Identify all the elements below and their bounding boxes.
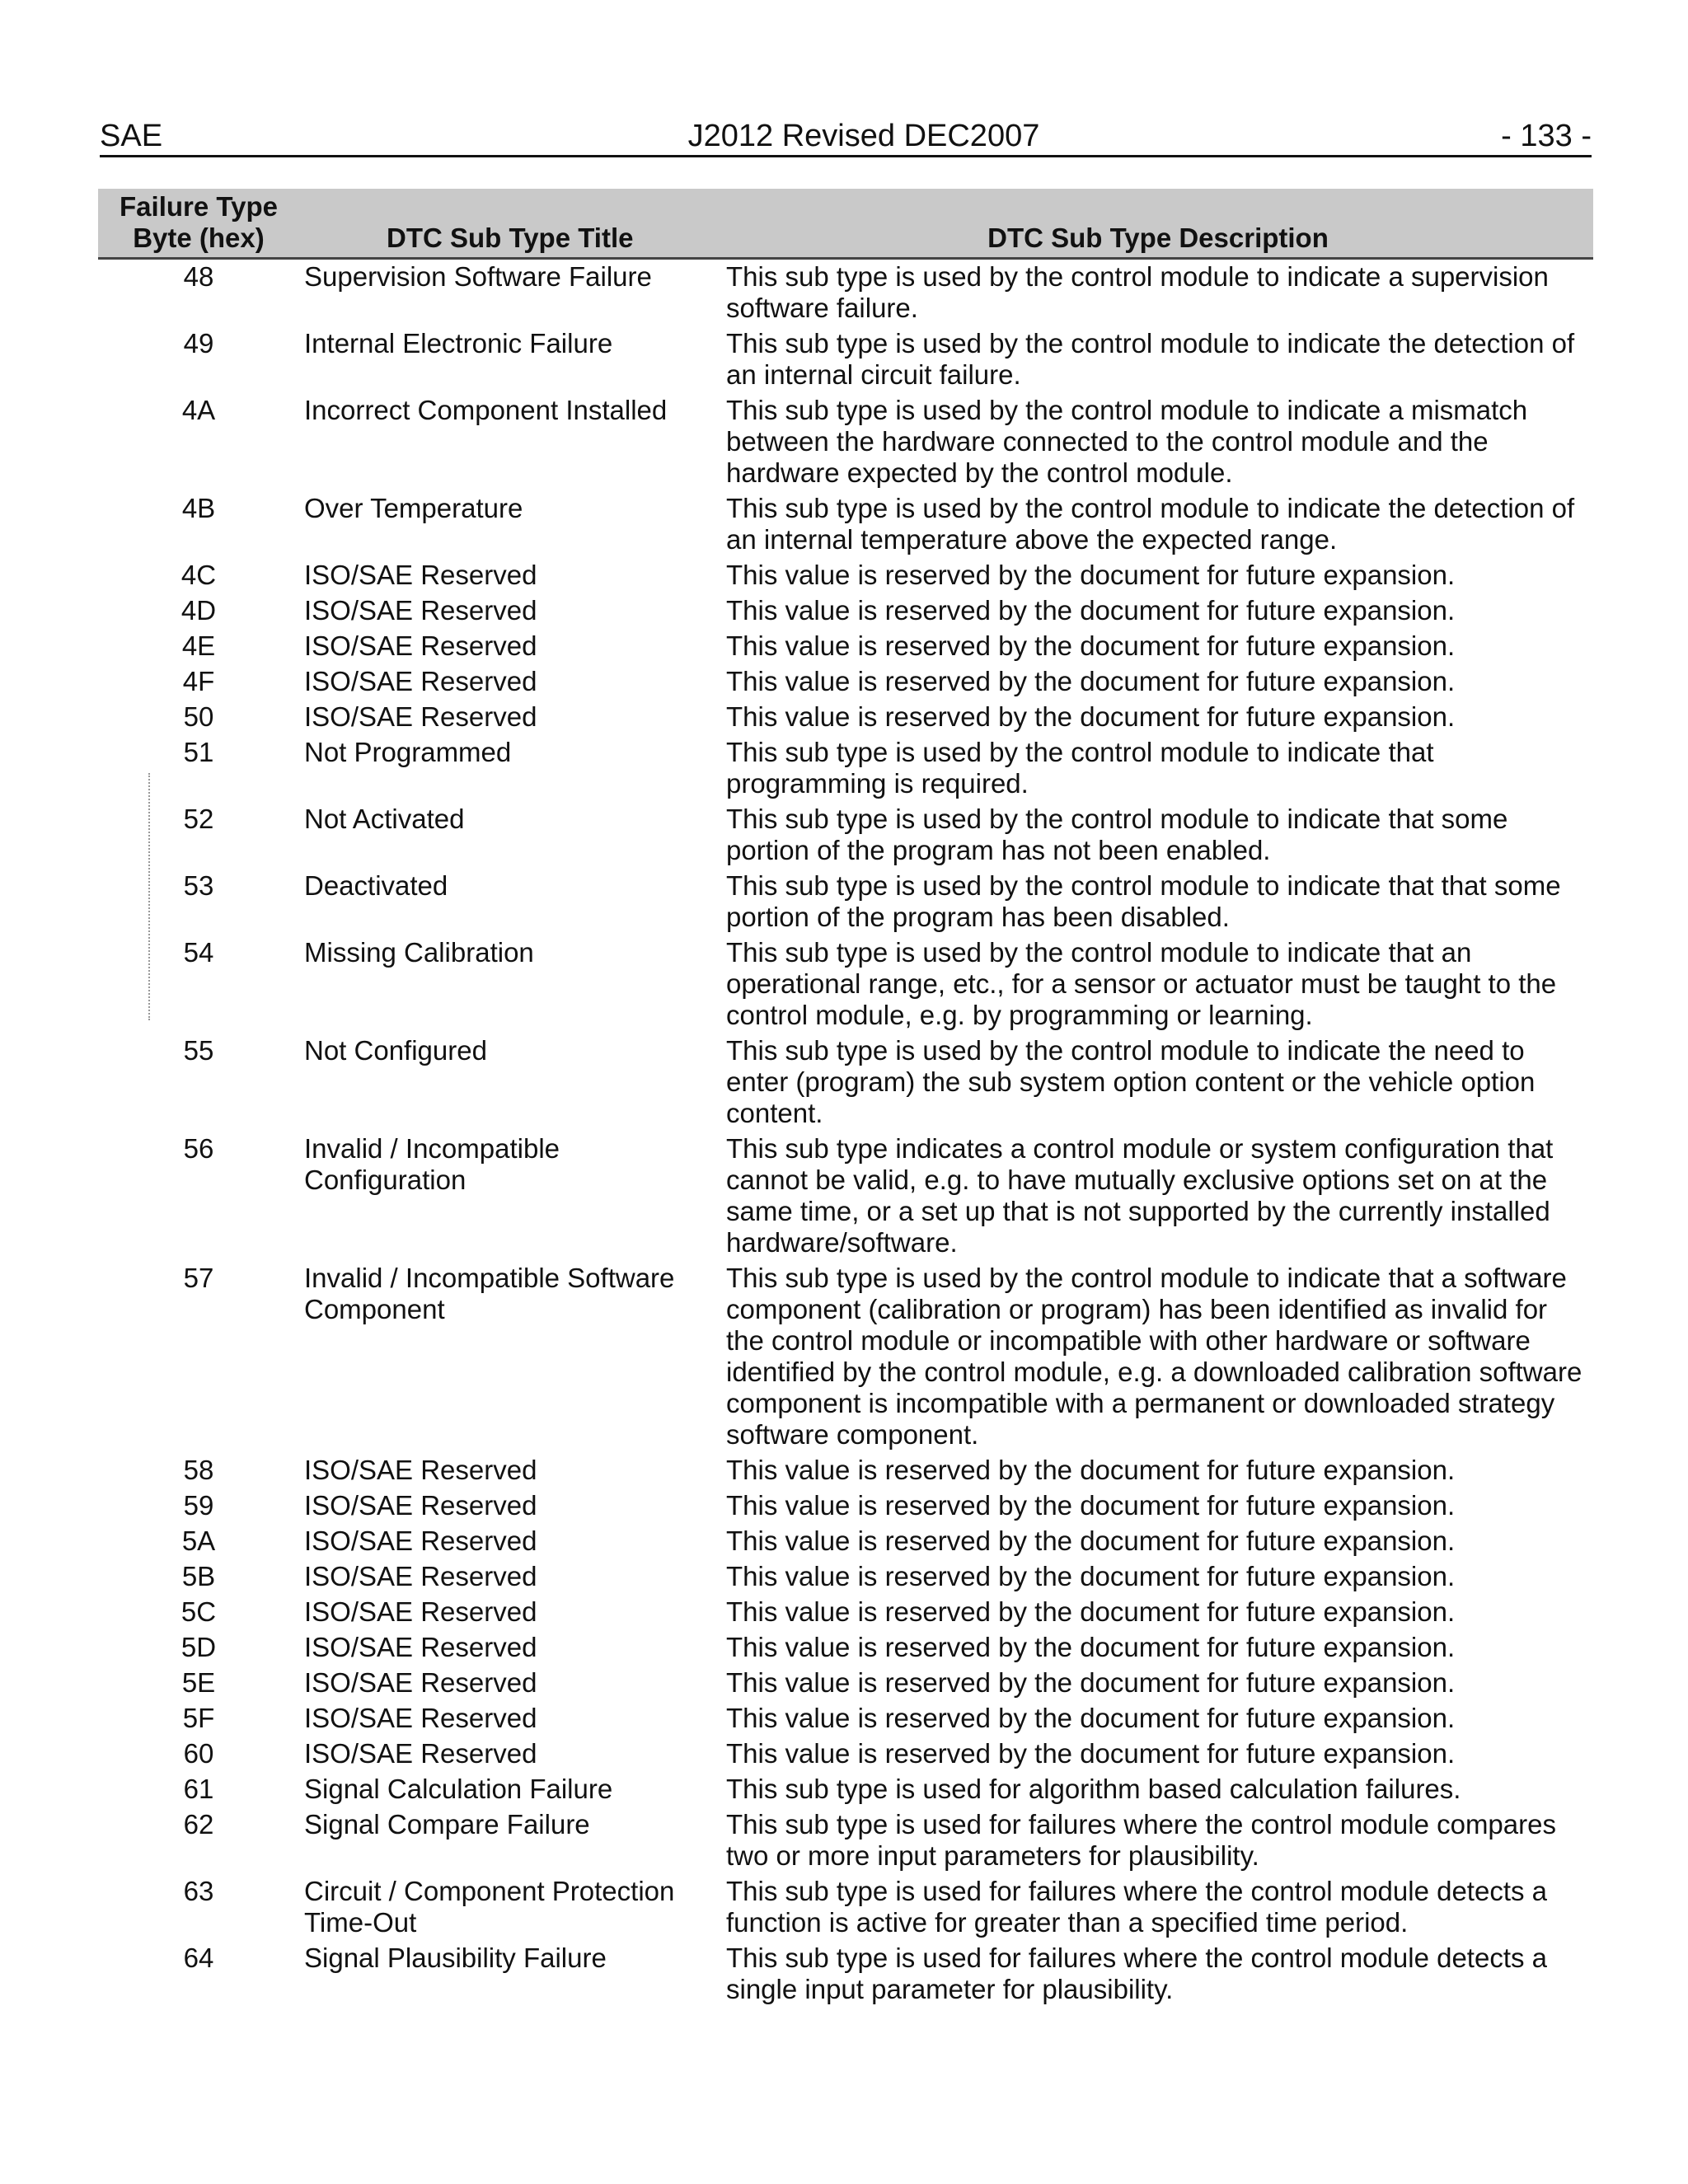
failure-type-byte-cell: 63 bbox=[183, 1876, 214, 1906]
sub-type-description-cell: This value is reserved by the document for future expansion. bbox=[726, 701, 1456, 732]
page-header bbox=[100, 117, 1592, 157]
sub-type-title-cell: ISO/SAE Reserved bbox=[304, 1667, 537, 1698]
failure-type-byte-cell: 5B bbox=[181, 1561, 216, 1591]
sub-type-description-cell: This sub type is used by the control module to indicate that some portion of the program has not been enabled. bbox=[726, 804, 1508, 865]
table-row bbox=[98, 328, 1593, 395]
failure-type-byte-cell: 5F bbox=[182, 1703, 215, 1733]
sub-type-description-cell: This sub type is used by the control module to indicate a supervision software failure. bbox=[726, 261, 1549, 323]
sub-type-title-cell: ISO/SAE Reserved bbox=[304, 1455, 537, 1485]
sub-type-title-cell: Missing Calibration bbox=[304, 937, 534, 968]
table-row bbox=[98, 395, 1593, 493]
sub-type-description-cell: This sub type is used by the control module to indicate that programming is required. bbox=[726, 737, 1434, 799]
failure-type-byte-cell: 52 bbox=[183, 804, 214, 834]
sub-type-description-cell: This sub type is used by the control module to indicate that an operational range, etc., for a sensor or actuator must be taught to the control module, e.g. by programming or learning. bbox=[726, 937, 1557, 1030]
failure-type-byte-cell: 51 bbox=[183, 737, 214, 767]
table-row bbox=[98, 1667, 1593, 1703]
failure-type-byte-cell: 61 bbox=[183, 1774, 214, 1804]
column-header-byte-line1: Failure Type bbox=[120, 191, 278, 222]
sub-type-title-cell: ISO/SAE Reserved bbox=[304, 1632, 537, 1662]
table-header-row bbox=[98, 189, 1593, 259]
failure-type-byte-cell: 5D bbox=[181, 1632, 217, 1662]
sub-type-title-cell: Incorrect Component Installed bbox=[304, 395, 668, 425]
table-row bbox=[98, 1809, 1593, 1876]
sub-type-title-cell: ISO/SAE Reserved bbox=[304, 1738, 537, 1769]
sub-type-title-cell: Internal Electronic Failure bbox=[304, 328, 613, 359]
failure-type-byte-cell: 64 bbox=[183, 1943, 214, 1973]
sub-type-description-cell: This sub type is used by the control module to indicate the detection of an internal temperature above the expected range. bbox=[726, 493, 1575, 555]
sub-type-description-cell: This sub type is used by the control module to indicate the need to enter (program) the sub system option content or the vehicle option content. bbox=[726, 1035, 1536, 1128]
failure-type-byte-cell: 4F bbox=[182, 666, 215, 696]
sub-type-title-cell: Signal Plausibility Failure bbox=[304, 1943, 607, 1973]
sub-type-title-cell: ISO/SAE Reserved bbox=[304, 1703, 537, 1733]
sub-type-description-cell: This sub type is used for failures where the control module detects a function is active for greater than a specified time period. bbox=[726, 1876, 1548, 1938]
failure-type-byte-cell: 49 bbox=[183, 328, 214, 359]
table-row bbox=[98, 595, 1593, 630]
sub-type-title-cell: Not Programmed bbox=[304, 737, 512, 767]
sub-type-title-cell: ISO/SAE Reserved bbox=[304, 701, 537, 732]
header-document-id: J2012 Revised DEC2007 bbox=[687, 119, 1040, 153]
sub-type-title-cell: Over Temperature bbox=[304, 493, 523, 523]
table-row bbox=[98, 493, 1593, 560]
table-row bbox=[98, 1561, 1593, 1596]
sub-type-title-cell: Circuit / Component Protection Time-Out bbox=[304, 1876, 675, 1938]
failure-type-byte-cell: 55 bbox=[183, 1035, 214, 1066]
table-row bbox=[98, 1703, 1593, 1738]
column-header-failure-type-byte bbox=[98, 189, 299, 259]
table-row bbox=[98, 1263, 1593, 1455]
table-row bbox=[98, 666, 1593, 701]
failure-type-byte-cell: 4D bbox=[181, 595, 217, 626]
sub-type-description-cell: This value is reserved by the document for future expansion. bbox=[726, 1596, 1456, 1627]
table-row bbox=[98, 1774, 1593, 1809]
sub-type-title-cell: ISO/SAE Reserved bbox=[304, 595, 537, 626]
dtc-sub-type-table bbox=[98, 189, 1593, 2009]
table-row bbox=[98, 1738, 1593, 1774]
sub-type-title-cell: ISO/SAE Reserved bbox=[304, 666, 537, 696]
failure-type-byte-cell: 60 bbox=[183, 1738, 214, 1769]
table-row bbox=[98, 1526, 1593, 1561]
failure-type-byte-cell: 4C bbox=[181, 560, 217, 590]
sub-type-description-cell: This value is reserved by the document for future expansion. bbox=[726, 630, 1456, 661]
sub-type-description-cell: This value is reserved by the document for future expansion. bbox=[726, 1561, 1456, 1591]
table-row bbox=[98, 1133, 1593, 1263]
sub-type-title-cell: Supervision Software Failure bbox=[304, 261, 652, 292]
header-organization: SAE bbox=[100, 119, 163, 153]
sub-type-title-cell: Signal Calculation Failure bbox=[304, 1774, 613, 1804]
failure-type-byte-cell: 5E bbox=[181, 1667, 216, 1698]
table-row bbox=[98, 937, 1593, 1035]
sub-type-title-cell: Deactivated bbox=[304, 870, 448, 901]
sub-type-description-cell: This value is reserved by the document for future expansion. bbox=[726, 1455, 1456, 1485]
table-row bbox=[98, 1632, 1593, 1667]
table-row bbox=[98, 1876, 1593, 1943]
failure-type-byte-cell: 53 bbox=[183, 870, 214, 901]
table-row bbox=[98, 1943, 1593, 2009]
sub-type-title-cell: Invalid / Incompatible Configuration bbox=[304, 1133, 560, 1195]
failure-type-byte-cell: 54 bbox=[183, 937, 214, 968]
sub-type-description-cell: This value is reserved by the document for future expansion. bbox=[726, 1490, 1456, 1521]
sub-type-description-cell: This sub type is used for algorithm based calculation failures. bbox=[726, 1774, 1461, 1804]
failure-type-byte-cell: 57 bbox=[183, 1263, 214, 1293]
sub-type-description-cell: This sub type is used by the control module to indicate a mismatch between the hardware connected to the control module and the hardware expected by the control module. bbox=[726, 395, 1528, 488]
failure-type-byte-cell: 48 bbox=[183, 261, 214, 292]
table-row bbox=[98, 1035, 1593, 1133]
failure-type-byte-cell: 5A bbox=[181, 1526, 216, 1556]
sub-type-title-cell: ISO/SAE Reserved bbox=[304, 1490, 537, 1521]
sub-type-description-cell: This sub type is used for failures where the control module compares two or more input parameters for plausibility. bbox=[726, 1809, 1556, 1871]
sub-type-title-cell: Not Activated bbox=[304, 804, 465, 834]
failure-type-byte-cell: 5C bbox=[181, 1596, 217, 1627]
sub-type-description-cell: This value is reserved by the document for future expansion. bbox=[726, 1526, 1456, 1556]
sub-type-title-cell: ISO/SAE Reserved bbox=[304, 630, 537, 661]
failure-type-byte-cell: 58 bbox=[183, 1455, 214, 1485]
column-header-byte-line2: Byte (hex) bbox=[133, 223, 265, 253]
failure-type-byte-cell: 62 bbox=[183, 1809, 214, 1840]
failure-type-byte-cell: 4A bbox=[181, 395, 216, 425]
sub-type-title-cell: ISO/SAE Reserved bbox=[304, 560, 537, 590]
table-body bbox=[98, 259, 1593, 2010]
sub-type-description-cell: This value is reserved by the document for future expansion. bbox=[726, 1703, 1456, 1733]
failure-type-byte-cell: 56 bbox=[183, 1133, 214, 1164]
sub-type-description-cell: This sub type is used by the control module to indicate the detection of an internal circuit failure. bbox=[726, 328, 1575, 390]
failure-type-byte-cell: 4E bbox=[181, 630, 216, 661]
sub-type-description-cell: This value is reserved by the document for future expansion. bbox=[726, 1667, 1456, 1698]
header-page-number: - 133 - bbox=[1501, 119, 1592, 153]
sub-type-title-cell: ISO/SAE Reserved bbox=[304, 1526, 537, 1556]
sub-type-title-cell: Invalid / Incompatible Software Component bbox=[304, 1263, 675, 1324]
table-row bbox=[98, 1596, 1593, 1632]
sub-type-description-cell: This value is reserved by the document for future expansion. bbox=[726, 1738, 1456, 1769]
sub-type-description-cell: This value is reserved by the document for future expansion. bbox=[726, 1632, 1456, 1662]
table-row bbox=[98, 630, 1593, 666]
sub-type-title-cell: ISO/SAE Reserved bbox=[304, 1596, 537, 1627]
sub-type-description-cell: This sub type indicates a control module or system configuration that cannot be valid, e.g. to have mutually exclusive options set on at the same time, or a set up that is not supported by the currently installed hardware/software. bbox=[726, 1133, 1554, 1258]
failure-type-byte-cell: 4B bbox=[181, 493, 216, 523]
table-row bbox=[98, 560, 1593, 595]
sub-type-description-cell: This sub type is used by the control module to indicate that that some portion of the program has been disabled. bbox=[726, 870, 1561, 932]
table-row bbox=[98, 737, 1593, 804]
column-header-sub-type-description: DTC Sub Type Description bbox=[723, 189, 1593, 259]
sub-type-title-cell: ISO/SAE Reserved bbox=[304, 1561, 537, 1591]
table-row bbox=[98, 804, 1593, 870]
table-row bbox=[98, 870, 1593, 937]
sub-type-description-cell: This sub type is used by the control module to indicate that a software component (calibration or program) has been identified as invalid for the control module or incompatible with other hardware or software identified by the control module, e.g. a downloaded calibration software component is incompatible with a permanent or downloaded strategy software component. bbox=[726, 1263, 1582, 1450]
failure-type-byte-cell: 50 bbox=[183, 701, 214, 732]
sub-type-description-cell: This value is reserved by the document for future expansion. bbox=[726, 560, 1456, 590]
failure-type-byte-cell: 59 bbox=[183, 1490, 214, 1521]
table-row bbox=[98, 259, 1593, 329]
table-row bbox=[98, 1490, 1593, 1526]
sub-type-description-cell: This sub type is used for failures where the control module detects a single input parameter for plausibility. bbox=[726, 1943, 1548, 2004]
table-row bbox=[98, 1455, 1593, 1490]
table-row bbox=[98, 701, 1593, 737]
sub-type-description-cell: This value is reserved by the document for future expansion. bbox=[726, 666, 1456, 696]
column-header-sub-type-title: DTC Sub Type Title bbox=[299, 189, 723, 259]
sub-type-description-cell: This value is reserved by the document for future expansion. bbox=[726, 595, 1456, 626]
sub-type-title-cell: Not Configured bbox=[304, 1035, 487, 1066]
sub-type-title-cell: Signal Compare Failure bbox=[304, 1809, 590, 1840]
